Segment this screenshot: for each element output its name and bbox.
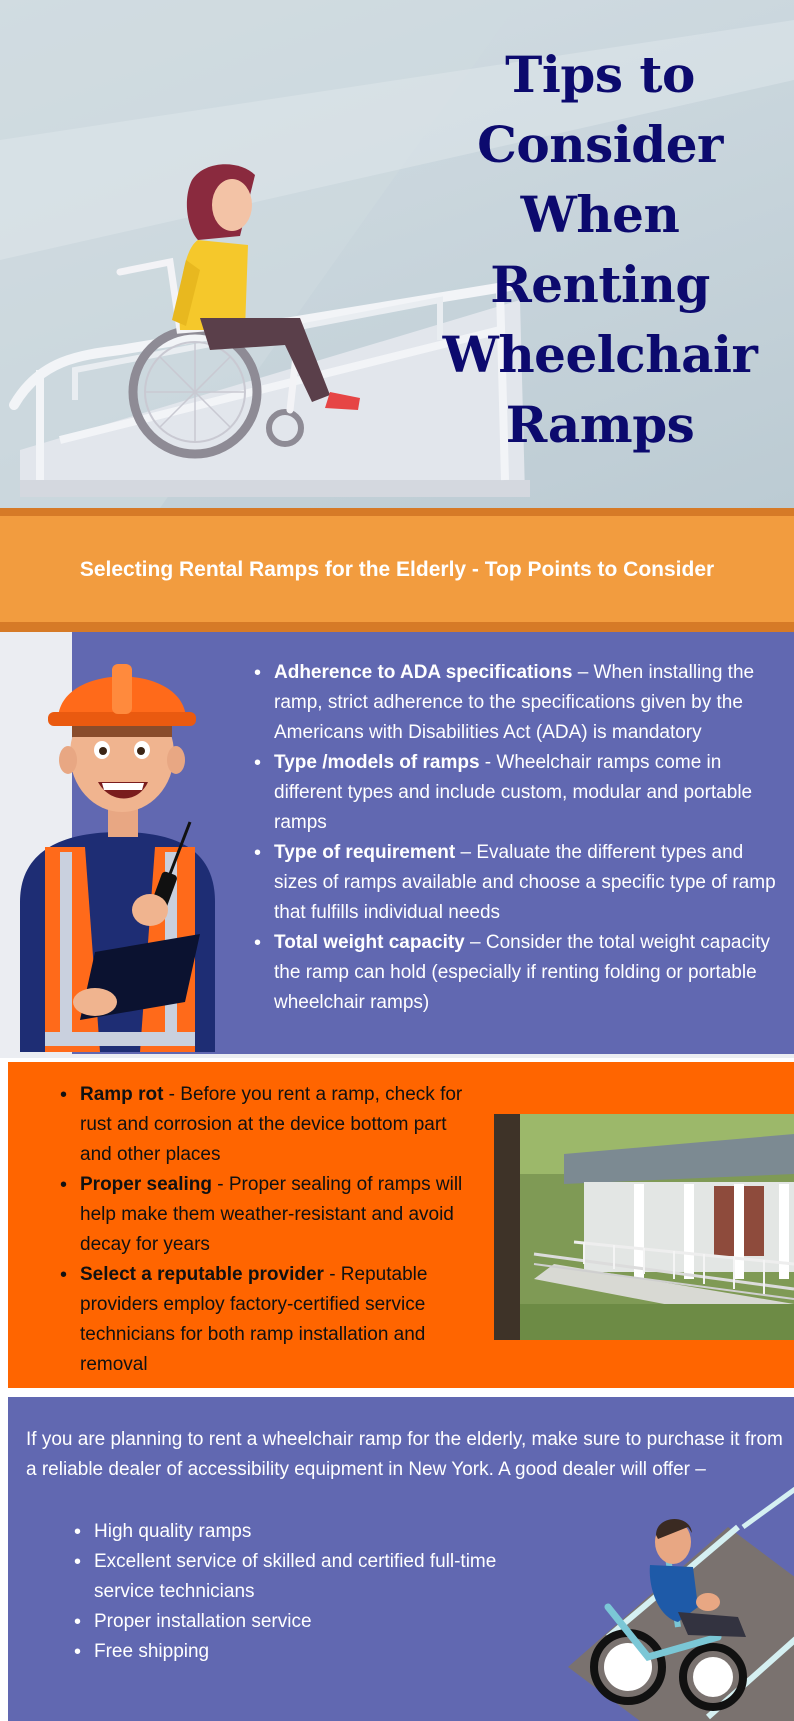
item-term: Ramp rot — [80, 1084, 164, 1105]
man-wheelchair-illustration — [568, 1487, 794, 1721]
title-line: When — [520, 185, 680, 244]
item-description: – When installing the ramp, strict adherence to the specifications given by the Americans with Disabilities Act (ADA) is mandatory — [274, 662, 755, 743]
item-term: Select a reputable provider — [80, 1264, 324, 1285]
item-description: - Reputable providers employ factory-certified service technicians for both ramp installation and removal — [80, 1264, 428, 1375]
item-term: Total weight capacity — [274, 932, 465, 953]
dealer-intro-text: If you are planning to rent a wheelchair ramp for the elderly, make sure to purchase it from a reliable dealer of accessibility equipment in New York. A good dealer will offer – — [26, 1429, 783, 1480]
list-item: • Proper installation service — [70, 1607, 510, 1637]
list-item — [56, 1170, 476, 1260]
list-item: • Free shipping — [70, 1637, 510, 1667]
construction-worker-illustration — [0, 642, 230, 1052]
item-term: Adherence to ADA specifications — [274, 662, 573, 683]
item-description: - Before you rent a ramp, check for rust and corrosion at the device bottom part and other places — [80, 1084, 463, 1165]
item-description: - Proper sealing of ramps will help make them weather-resistant and avoid decay for years — [80, 1174, 463, 1255]
ada-tips-list — [250, 658, 780, 1018]
item-term: Type /models of ramps — [274, 752, 480, 773]
title-line: Consider — [477, 115, 723, 174]
subtitle-band — [0, 508, 794, 632]
list-item — [250, 658, 780, 748]
title-line: Renting — [490, 255, 710, 314]
title-line: Tips to — [505, 45, 695, 104]
item-term: Type of requirement — [274, 842, 456, 863]
purple-panel — [8, 1397, 794, 1721]
list-item: • High quality ramps — [70, 1517, 510, 1547]
item-description: - Wheelchair ramps come in different types and include custom, modular and portable ramps — [274, 752, 753, 833]
title-line: Wheelchair — [442, 325, 758, 384]
list-item — [56, 1080, 476, 1170]
maintenance-tips-list — [56, 1080, 476, 1380]
item-term: Proper sealing — [80, 1174, 212, 1195]
dealer-offers-list — [70, 1517, 510, 1667]
page-title — [430, 40, 770, 460]
ada-tips-section — [0, 632, 794, 1058]
list-item — [250, 928, 780, 1018]
list-item — [250, 838, 780, 928]
list-item — [250, 748, 780, 838]
maintenance-tips-section — [0, 1058, 794, 1393]
title-line: Ramps — [505, 395, 695, 454]
hero-banner — [0, 0, 794, 508]
list-item: • Excellent service of skilled and certified full-time service technicians — [70, 1547, 510, 1607]
dealer-section — [0, 1393, 794, 1721]
list-item — [56, 1260, 476, 1380]
item-description: – Evaluate the different types and sizes of ramps available and choose a specific type of ramp that fulfills individual needs — [274, 842, 776, 923]
item-description: – Consider the total weight capacity the ramp can hold (especially if renting folding or portable wheelchair ramps) — [274, 932, 770, 1013]
house-ramp-photo — [494, 1114, 794, 1340]
subtitle: Selecting Rental Ramps for the Elderly - Top Points to Consider — [79, 558, 715, 581]
